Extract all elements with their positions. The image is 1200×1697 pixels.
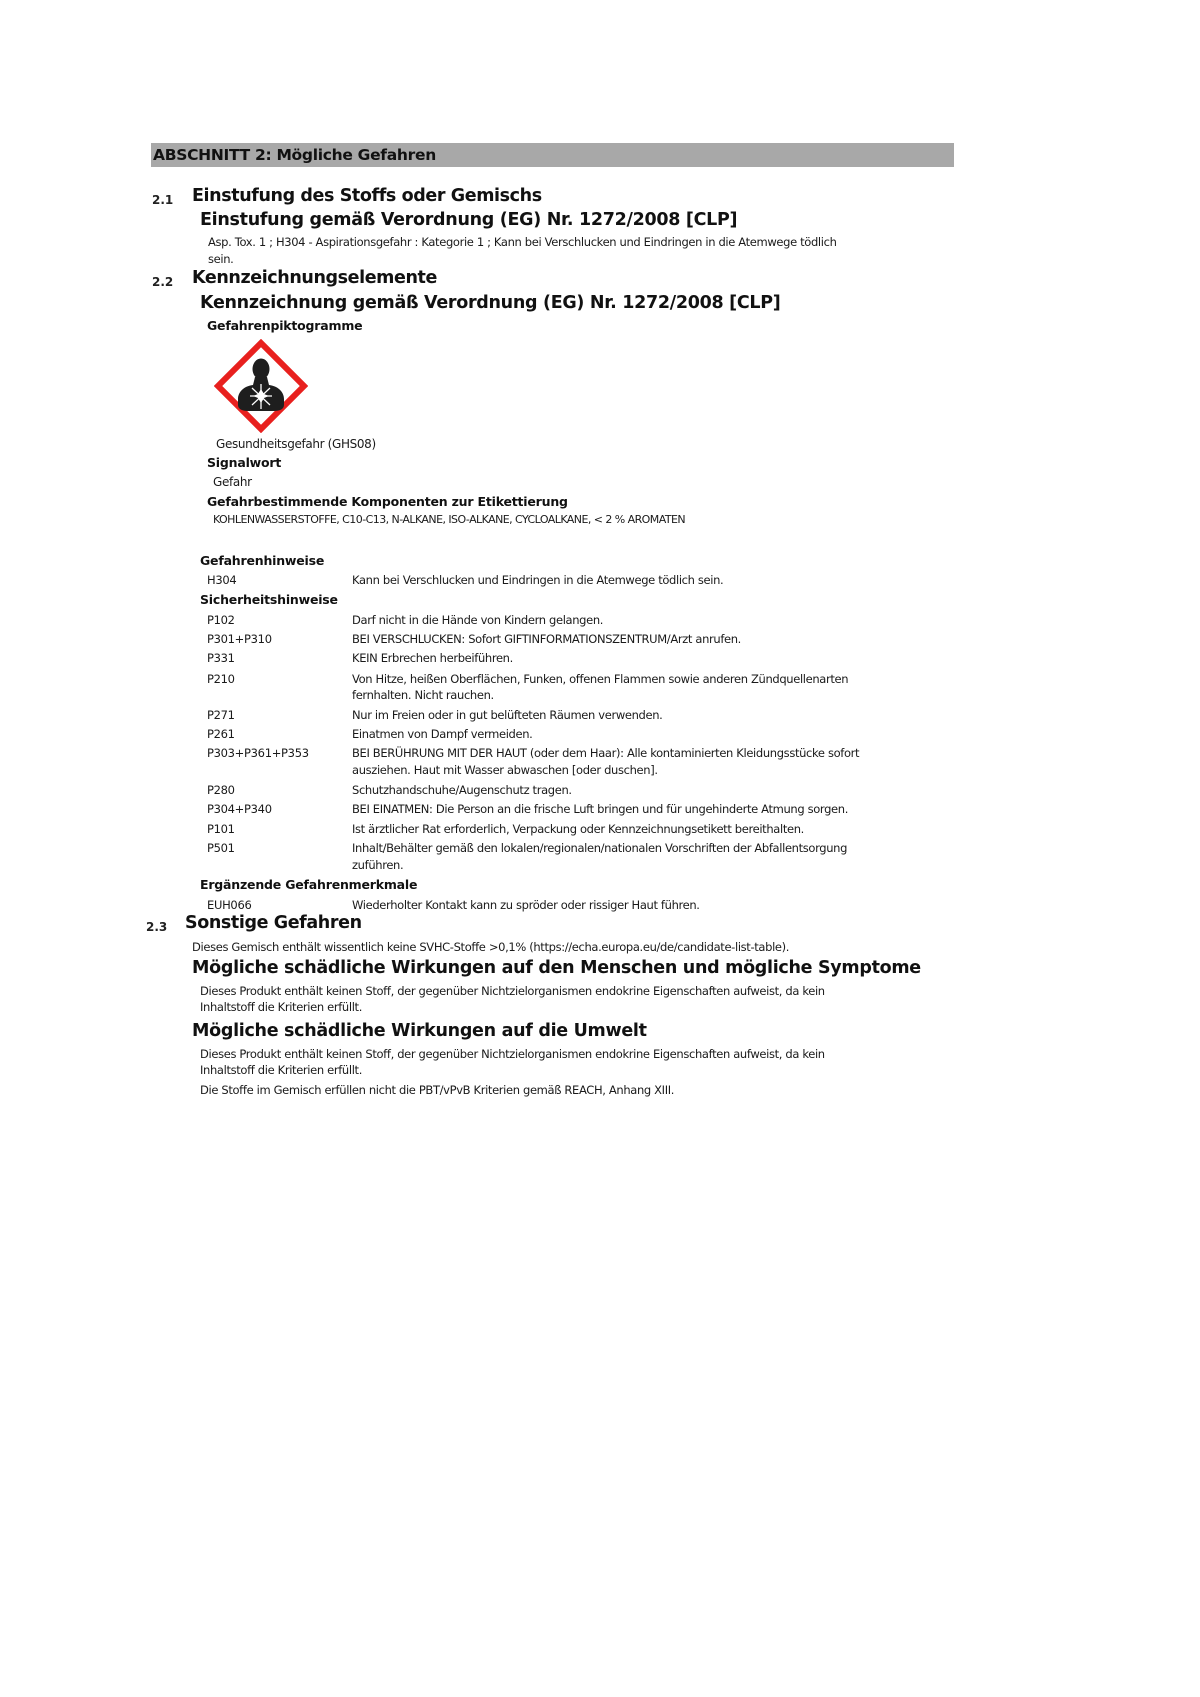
precautionary-text: Einatmen von Dampf vermeiden. bbox=[352, 727, 533, 741]
classification-text-line2: sein. bbox=[208, 252, 234, 266]
pbt-text: Die Stoffe im Gemisch erfüllen nicht die PBT/vPvB Kriterien gemäß REACH, Anhang XIII. bbox=[200, 1083, 675, 1097]
environment-effects-line1: Dieses Produkt enthält keinen Stoff, der gegenüber Nichtzielorganismen endokrine Eigenschaften aufweist, da kein bbox=[200, 1047, 825, 1061]
section-2-1-subtitle: Einstufung gemäß Verordnung (EG) Nr. 1272/2008 [CLP] bbox=[200, 210, 738, 230]
section-2-3-title: Sonstige Gefahren bbox=[185, 913, 362, 933]
precautionary-text: BEI EINATMEN: Die Person an die frische Luft bringen und für ungehinderte Atmung sorgen. bbox=[352, 802, 849, 816]
precautionary-code: P331 bbox=[207, 651, 235, 665]
ghs08-health-hazard-icon bbox=[214, 339, 308, 433]
precautionary-code: P210 bbox=[207, 672, 235, 686]
section-2-1-title: Einstufung des Stoffs oder Gemischs bbox=[192, 186, 542, 206]
supplemental-label: Ergänzende Gefahrenmerkmale bbox=[200, 877, 418, 892]
supplemental-text: Wiederholter Kontakt kann zu spröder oder rissiger Haut führen. bbox=[352, 898, 700, 912]
classification-text-line1: Asp. Tox. 1 ; H304 - Aspirationsgefahr : Kategorie 1 ; Kann bei Verschlucken und Eindringen in die Atemwege tödlich bbox=[208, 235, 837, 249]
precautionary-text: Inhalt/Behälter gemäß den lokalen/regionalen/nationalen Vorschriften der Abfallentsorgung bbox=[352, 841, 848, 855]
environment-effects-line2: Inhaltstoff die Kriterien erfüllt. bbox=[200, 1063, 363, 1077]
signal-word-label: Signalwort bbox=[207, 455, 282, 470]
precautionary-code: P101 bbox=[207, 822, 235, 836]
precautionary-text: KEIN Erbrechen herbeiführen. bbox=[352, 651, 513, 665]
human-effects-line2: Inhaltstoff die Kriterien erfüllt. bbox=[200, 1000, 363, 1014]
environment-effects-title: Mögliche schädliche Wirkungen auf die Umwelt bbox=[192, 1021, 647, 1041]
section-2-2-number: 2.2 bbox=[152, 275, 174, 289]
precautionary-code: P303+P361+P353 bbox=[207, 746, 309, 760]
precautionary-code: P102 bbox=[207, 613, 235, 627]
hazard-statements-label: Gefahrenhinweise bbox=[200, 553, 325, 568]
precautionary-text: Nur im Freien oder in gut belüfteten Räumen verwenden. bbox=[352, 708, 663, 722]
precautionary-code: P304+P340 bbox=[207, 802, 272, 816]
precautionary-text: Ist ärztlicher Rat erforderlich, Verpackung oder Kennzeichnungsetikett bereithalten. bbox=[352, 822, 804, 836]
precautionary-text: BEI BERÜHRUNG MIT DER HAUT (oder dem Haar): Alle kontaminierten Kleidungsstücke sofort bbox=[352, 746, 860, 760]
signal-word-value: Gefahr bbox=[213, 475, 252, 489]
section-2-2-subtitle: Kennzeichnung gemäß Verordnung (EG) Nr. 1272/2008 [CLP] bbox=[200, 293, 781, 313]
section-2-2-title: Kennzeichnungselemente bbox=[192, 268, 437, 288]
section-title: ABSCHNITT 2: Mögliche Gefahren bbox=[153, 146, 436, 164]
section-2-1-number: 2.1 bbox=[152, 193, 174, 207]
precautionary-text: Von Hitze, heißen Oberflächen, Funken, offenen Flammen sowie anderen Zündquellenarten bbox=[352, 672, 849, 686]
precautionary-code: P301+P310 bbox=[207, 632, 272, 646]
precautionary-text-cont: zuführen. bbox=[352, 858, 404, 872]
human-effects-title: Mögliche schädliche Wirkungen auf den Menschen und mögliche Symptome bbox=[192, 958, 921, 978]
precautionary-code: P501 bbox=[207, 841, 235, 855]
precautionary-code: P261 bbox=[207, 727, 235, 741]
precautionary-text: Darf nicht in die Hände von Kindern gelangen. bbox=[352, 613, 604, 627]
human-effects-line1: Dieses Produkt enthält keinen Stoff, der gegenüber Nichtzielorganismen endokrine Eigenschaften aufweist, da kein bbox=[200, 984, 825, 998]
section-header-bar bbox=[151, 143, 954, 167]
precautionary-text: BEI VERSCHLUCKEN: Sofort GIFTINFORMATIONSZENTRUM/Arzt anrufen. bbox=[352, 632, 741, 646]
precautionary-code: P280 bbox=[207, 783, 235, 797]
hazard-code: H304 bbox=[207, 573, 237, 587]
components-label: Gefahrbestimmende Komponenten zur Etikettierung bbox=[207, 494, 568, 509]
precautionary-text-cont: fernhalten. Nicht rauchen. bbox=[352, 688, 494, 702]
precautionary-label: Sicherheitshinweise bbox=[200, 592, 338, 607]
precautionary-text-cont: ausziehen. Haut mit Wasser abwaschen [oder duschen]. bbox=[352, 763, 658, 777]
svhc-text: Dieses Gemisch enthält wissentlich keine SVHC-Stoffe >0,1% (https://echa.europa.eu/de/candidate-list-table). bbox=[192, 940, 790, 954]
precautionary-code: P271 bbox=[207, 708, 235, 722]
pictograms-label: Gefahrenpiktogramme bbox=[207, 318, 363, 333]
supplemental-code: EUH066 bbox=[207, 898, 252, 912]
precautionary-text: Schutzhandschuhe/Augenschutz tragen. bbox=[352, 783, 572, 797]
components-value: KOHLENWASSERSTOFFE, C10-C13, N-ALKANE, ISO-ALKANE, CYCLOALKANE, < 2 % AROMATEN bbox=[213, 513, 686, 526]
hazard-text: Kann bei Verschlucken und Eindringen in die Atemwege tödlich sein. bbox=[352, 573, 724, 587]
section-2-3-number: 2.3 bbox=[146, 920, 168, 934]
pictogram-caption: Gesundheitsgefahr (GHS08) bbox=[216, 437, 376, 451]
